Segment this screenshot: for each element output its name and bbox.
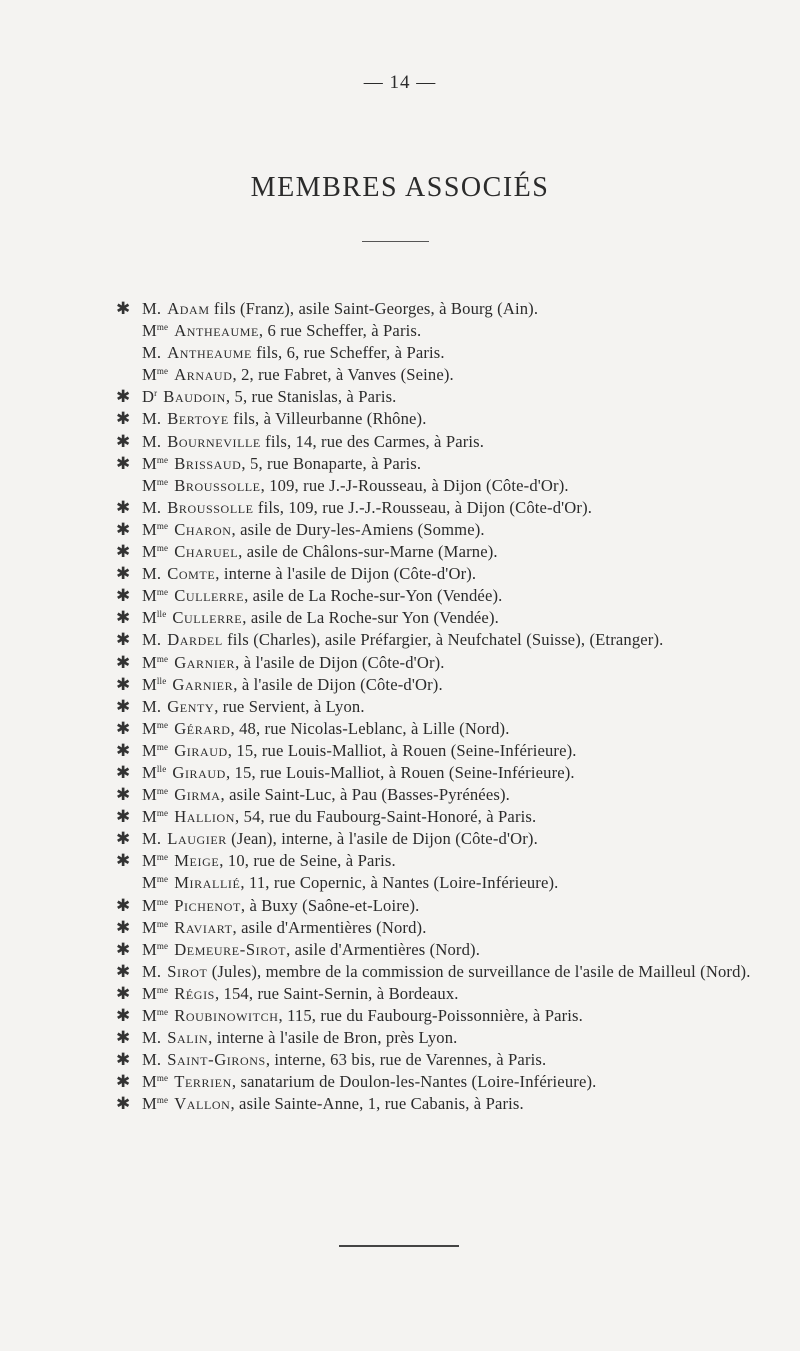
member-text xyxy=(142,607,756,629)
asterism-icon: ✱ xyxy=(116,939,131,959)
member-name: Salin xyxy=(167,1028,209,1048)
asterism-icon: ✱ xyxy=(116,829,131,849)
member-name: Baudoin xyxy=(163,387,226,407)
asterism-icon: ✱ xyxy=(116,652,131,672)
member-honorific: $M^{me}$ xyxy=(142,983,169,1003)
asterism-icon xyxy=(116,320,142,342)
member-honorific: M. xyxy=(142,829,162,849)
member-entry xyxy=(116,806,756,828)
member-text xyxy=(142,408,756,430)
asterism-icon: ✱ xyxy=(116,917,131,937)
asterism-icon: ✱ xyxy=(116,983,131,1003)
member-text xyxy=(142,475,756,497)
member-honorific: M. xyxy=(142,961,162,981)
member-name: Brissaud xyxy=(174,453,242,473)
asterism-icon: ✱ xyxy=(116,807,131,827)
asterism-icon: ✱ xyxy=(116,895,131,915)
member-entry xyxy=(116,961,756,983)
asterism-icon: ✱ xyxy=(116,299,131,318)
member-entry xyxy=(116,342,756,364)
member-details: , 6 rue Scheffer, à Paris. xyxy=(258,321,422,341)
member-honorific: $M^{lle}$ xyxy=(142,762,167,782)
member-honorific: $M^{me}$ xyxy=(142,895,169,915)
member-honorific: $M^{me}$ xyxy=(142,542,169,562)
member-text xyxy=(142,541,756,563)
asterism-icon: ✱ xyxy=(116,851,131,871)
member-details: , 54, rue du Faubourg-Saint-Honoré, à Paris. xyxy=(235,807,537,827)
member-text xyxy=(142,342,756,364)
asterism-icon: ✱ xyxy=(116,1006,131,1025)
member-text xyxy=(142,298,756,320)
member-text xyxy=(142,1049,756,1071)
member-text xyxy=(142,519,756,541)
member-honorific: $M^{me}$ xyxy=(142,917,169,937)
member-text xyxy=(142,850,756,872)
member-details: , 10, rue de Seine, à Paris. xyxy=(219,851,396,871)
member-entry xyxy=(116,1071,756,1093)
member-details: , 109, rue J.-J-Rousseau, à Dijon (Côte-d'Or). xyxy=(260,475,569,495)
member-name: Arnaud xyxy=(174,365,233,385)
member-details: , 48, rue Nicolas-Leblanc, à Lille (Nord). xyxy=(230,718,510,738)
member-honorific: M. xyxy=(142,431,162,451)
asterism-icon: ✱ xyxy=(116,630,131,650)
member-name: Bourneville xyxy=(167,431,261,451)
member-name: Antheaume xyxy=(167,343,252,363)
member-name: Girma xyxy=(174,785,221,805)
member-text xyxy=(142,806,756,828)
member-name: Broussolle xyxy=(174,475,261,495)
member-entry xyxy=(116,519,756,541)
member-honorific: $M^{lle}$ xyxy=(142,674,167,694)
member-honorific: $M^{lle}$ xyxy=(142,608,167,628)
member-details: , asile Sainte-Anne, 1, rue Cabanis, à Paris. xyxy=(230,1094,524,1114)
member-entry xyxy=(116,872,756,894)
member-name: Broussolle xyxy=(167,497,254,517)
member-text xyxy=(142,718,756,740)
member-entry xyxy=(116,1005,756,1027)
member-text xyxy=(142,740,756,762)
asterism-icon: ✱ xyxy=(116,762,131,782)
asterism-icon: ✱ xyxy=(116,674,131,694)
member-entry xyxy=(116,674,756,696)
asterism-icon xyxy=(116,872,142,894)
member-honorific: $M^{me}$ xyxy=(142,586,169,606)
asterism-icon: ✱ xyxy=(116,519,131,539)
member-entry xyxy=(116,431,756,453)
member-details: fils, 109, rue J.-J.-Rousseau, à Dijon (Côte-d'Or). xyxy=(253,497,593,517)
member-honorific: $M^{me}$ xyxy=(142,652,169,672)
asterism-icon: ✱ xyxy=(116,1072,131,1092)
asterism-icon xyxy=(116,475,142,497)
member-text xyxy=(142,364,756,386)
member-details: , sanatarium de Doulon-les-Nantes (Loire-Inférieure). xyxy=(231,1072,597,1092)
member-text xyxy=(142,386,756,408)
asterism-icon: ✱ xyxy=(116,387,131,407)
asterism-icon: ✱ xyxy=(116,409,131,429)
member-honorific: $M^{me}$ xyxy=(142,807,169,827)
member-honorific: M. xyxy=(142,343,162,363)
asterism-icon: ✱ xyxy=(116,542,131,562)
member-honorific: $M^{me}$ xyxy=(142,475,169,495)
asterism-icon: ✱ xyxy=(116,497,131,517)
member-entry xyxy=(116,386,756,408)
member-entry xyxy=(116,629,756,651)
member-details: , 2, rue Fabret, à Vanves (Seine). xyxy=(232,365,454,385)
member-entry xyxy=(116,453,756,475)
member-text xyxy=(142,674,756,696)
member-name: Demeure-Sirot xyxy=(174,939,287,959)
member-text xyxy=(142,431,756,453)
title-divider xyxy=(362,241,429,242)
member-honorific: M. xyxy=(142,1028,162,1048)
member-text xyxy=(142,784,756,806)
member-details: , interne, 63 bis, rue de Varennes, à Paris. xyxy=(265,1050,547,1070)
member-name: Charuel xyxy=(174,542,239,562)
member-entry xyxy=(116,475,756,497)
member-text xyxy=(142,629,756,651)
member-honorific: $M^{me}$ xyxy=(142,1072,169,1092)
member-text xyxy=(142,939,756,961)
member-honorific: $M^{me}$ xyxy=(142,1094,169,1114)
member-text xyxy=(142,983,756,1005)
member-details: , 5, rue Bonaparte, à Paris. xyxy=(241,453,422,473)
member-name: Pichenot xyxy=(174,895,241,915)
member-honorific: M. xyxy=(142,630,162,650)
member-name: Genty xyxy=(167,696,215,716)
member-details: fils, 14, rue des Carmes, à Paris. xyxy=(260,431,485,451)
member-details: , 5, rue Stanislas, à Paris. xyxy=(225,387,397,407)
member-entry xyxy=(116,939,756,961)
member-name: Mirallié xyxy=(174,873,241,893)
member-text xyxy=(142,1005,756,1027)
member-honorific: $M^{me}$ xyxy=(142,740,169,760)
member-entry xyxy=(116,364,756,386)
member-details: fils (Franz), asile Saint-Georges, à Bourg (Ain). xyxy=(209,299,539,318)
member-text xyxy=(142,563,756,585)
member-text xyxy=(142,762,756,784)
member-details: , rue Servient, à Lyon. xyxy=(214,696,365,716)
member-honorific: M. xyxy=(142,1050,162,1070)
member-details: , interne à l'asile de Bron, près Lyon. xyxy=(208,1028,458,1048)
member-name: Dardel xyxy=(167,630,223,650)
member-honorific: $M^{me}$ xyxy=(142,851,169,871)
member-entry xyxy=(116,585,756,607)
member-entry xyxy=(116,983,756,1005)
member-details: fils, à Villeurbanne (Rhône). xyxy=(228,409,427,429)
member-honorific: M. xyxy=(142,497,162,517)
member-details: , asile de La Roche-sur Yon (Vendée). xyxy=(242,608,499,628)
asterism-icon: ✱ xyxy=(116,1050,131,1070)
member-details: (Jules), membre de la commission de surveillance de l'asile de Mailleul (Nord). xyxy=(207,961,751,981)
member-name: Raviart xyxy=(174,917,233,937)
member-entry xyxy=(116,828,756,850)
member-entry xyxy=(116,784,756,806)
member-name: Roubinowitch xyxy=(174,1006,279,1025)
asterism-icon: ✱ xyxy=(116,453,131,473)
member-entry xyxy=(116,408,756,430)
member-honorific: $M^{me}$ xyxy=(142,718,169,738)
member-text xyxy=(142,1093,756,1115)
member-details: , à l'asile de Dijon (Côte-d'Or). xyxy=(235,652,445,672)
member-text xyxy=(142,497,756,519)
member-text xyxy=(142,917,756,939)
member-details: , à Buxy (Saône-et-Loire). xyxy=(240,895,420,915)
asterism-icon xyxy=(116,364,142,386)
member-entry xyxy=(116,497,756,519)
member-entry xyxy=(116,563,756,585)
member-entry xyxy=(116,696,756,718)
member-list xyxy=(116,298,756,1115)
member-honorific: $M^{me}$ xyxy=(142,785,169,805)
member-honorific: M. xyxy=(142,564,162,584)
member-details: , interne à l'asile de Dijon (Côte-d'Or). xyxy=(215,564,477,584)
member-entry xyxy=(116,652,756,674)
asterism-icon: ✱ xyxy=(116,740,131,760)
member-entry xyxy=(116,850,756,872)
page-title: MEMBRES ASSOCIÉS xyxy=(250,172,550,203)
member-details: , asile de Dury-les-Amiens (Somme). xyxy=(231,519,485,539)
member-entry xyxy=(116,917,756,939)
member-honorific: $M^{me}$ xyxy=(142,321,169,341)
member-details: (Jean), interne, à l'asile de Dijon (Côte-d'Or). xyxy=(226,829,538,849)
member-text xyxy=(142,585,756,607)
member-details: fils (Charles), asile Préfargier, à Neufchatel (Suisse), (Etranger). xyxy=(222,630,664,650)
member-honorific: $D^r$ xyxy=(142,387,158,407)
member-name: Giraud xyxy=(174,740,228,760)
member-name: Comte xyxy=(167,564,216,584)
member-details: fils, 6, rue Scheffer, à Paris. xyxy=(251,343,445,363)
asterism-icon: ✱ xyxy=(116,564,131,584)
member-name: Cullerre xyxy=(174,586,245,606)
member-honorific: $M^{me}$ xyxy=(142,873,169,893)
member-details: , 115, rue du Faubourg-Poissonnière, à Paris. xyxy=(278,1006,583,1025)
asterism-icon: ✱ xyxy=(116,696,131,716)
member-name: Giraud xyxy=(172,762,226,782)
member-name: Garnier xyxy=(174,652,236,672)
member-name: Bertoye xyxy=(167,409,229,429)
asterism-icon: ✱ xyxy=(116,961,131,981)
member-entry xyxy=(116,320,756,342)
asterism-icon xyxy=(116,342,142,364)
member-name: Régis xyxy=(174,983,215,1003)
member-text xyxy=(142,1027,756,1049)
member-name: Sirot xyxy=(167,961,208,981)
member-details: , 154, rue Saint-Sernin, à Bordeaux. xyxy=(214,983,459,1003)
member-text xyxy=(142,320,756,342)
member-honorific: $M^{me}$ xyxy=(142,519,169,539)
member-honorific: M. xyxy=(142,409,162,429)
member-entry xyxy=(116,607,756,629)
member-entry xyxy=(116,1027,756,1049)
asterism-icon: ✱ xyxy=(116,608,131,628)
member-entry xyxy=(116,298,756,320)
member-name: Laugier xyxy=(167,829,227,849)
member-honorific: $M^{me}$ xyxy=(142,939,169,959)
page-number: — 14 — xyxy=(363,72,437,93)
member-text xyxy=(142,1071,756,1093)
member-name: Antheaume xyxy=(174,321,259,341)
member-name: Gérard xyxy=(174,718,231,738)
member-entry xyxy=(116,740,756,762)
member-honorific: M. xyxy=(142,299,162,318)
member-details: , asile d'Armentières (Nord). xyxy=(232,917,427,937)
asterism-icon: ✱ xyxy=(116,1094,131,1114)
member-details: , asile d'Armentières (Nord). xyxy=(286,939,481,959)
end-divider xyxy=(339,1245,459,1247)
member-name: Meige xyxy=(174,851,220,871)
member-details: , 11, rue Copernic, à Nantes (Loire-Inférieure). xyxy=(240,873,559,893)
member-honorific: M. xyxy=(142,696,162,716)
member-entry xyxy=(116,1049,756,1071)
member-name: Garnier xyxy=(172,674,234,694)
member-text xyxy=(142,652,756,674)
member-details: , asile Saint-Luc, à Pau (Basses-Pyrénées). xyxy=(220,785,510,805)
member-details: , à l'asile de Dijon (Côte-d'Or). xyxy=(233,674,443,694)
member-text xyxy=(142,696,756,718)
asterism-icon: ✱ xyxy=(116,785,131,805)
member-entry xyxy=(116,1093,756,1115)
member-text xyxy=(142,453,756,475)
member-text xyxy=(142,961,756,983)
asterism-icon: ✱ xyxy=(116,718,131,738)
asterism-icon: ✱ xyxy=(116,1028,131,1048)
member-details: , asile de La Roche-sur-Yon (Vendée). xyxy=(244,586,503,606)
member-entry xyxy=(116,762,756,784)
member-entry xyxy=(116,718,756,740)
member-text xyxy=(142,872,756,894)
member-name: Hallion xyxy=(174,807,236,827)
member-name: Adam xyxy=(167,299,210,318)
member-text xyxy=(142,895,756,917)
asterism-icon: ✱ xyxy=(116,431,131,451)
member-details: , 15, rue Louis-Malliot, à Rouen (Seine-Inférieure). xyxy=(225,762,575,782)
member-details: , asile de Châlons-sur-Marne (Marne). xyxy=(238,542,498,562)
member-name: Cullerre xyxy=(172,608,243,628)
member-name: Charon xyxy=(174,519,232,539)
member-entry xyxy=(116,895,756,917)
member-name: Saint-Girons xyxy=(167,1050,266,1070)
asterism-icon: ✱ xyxy=(116,586,131,606)
member-details: , 15, rue Louis-Malliot, à Rouen (Seine-Inférieure). xyxy=(227,740,577,760)
member-honorific: $M^{me}$ xyxy=(142,453,169,473)
member-honorific: $M^{me}$ xyxy=(142,365,169,385)
member-text xyxy=(142,828,756,850)
member-name: Terrien xyxy=(174,1072,232,1092)
member-name: Vallon xyxy=(174,1094,231,1114)
member-honorific: $M^{me}$ xyxy=(142,1006,169,1025)
member-entry xyxy=(116,541,756,563)
